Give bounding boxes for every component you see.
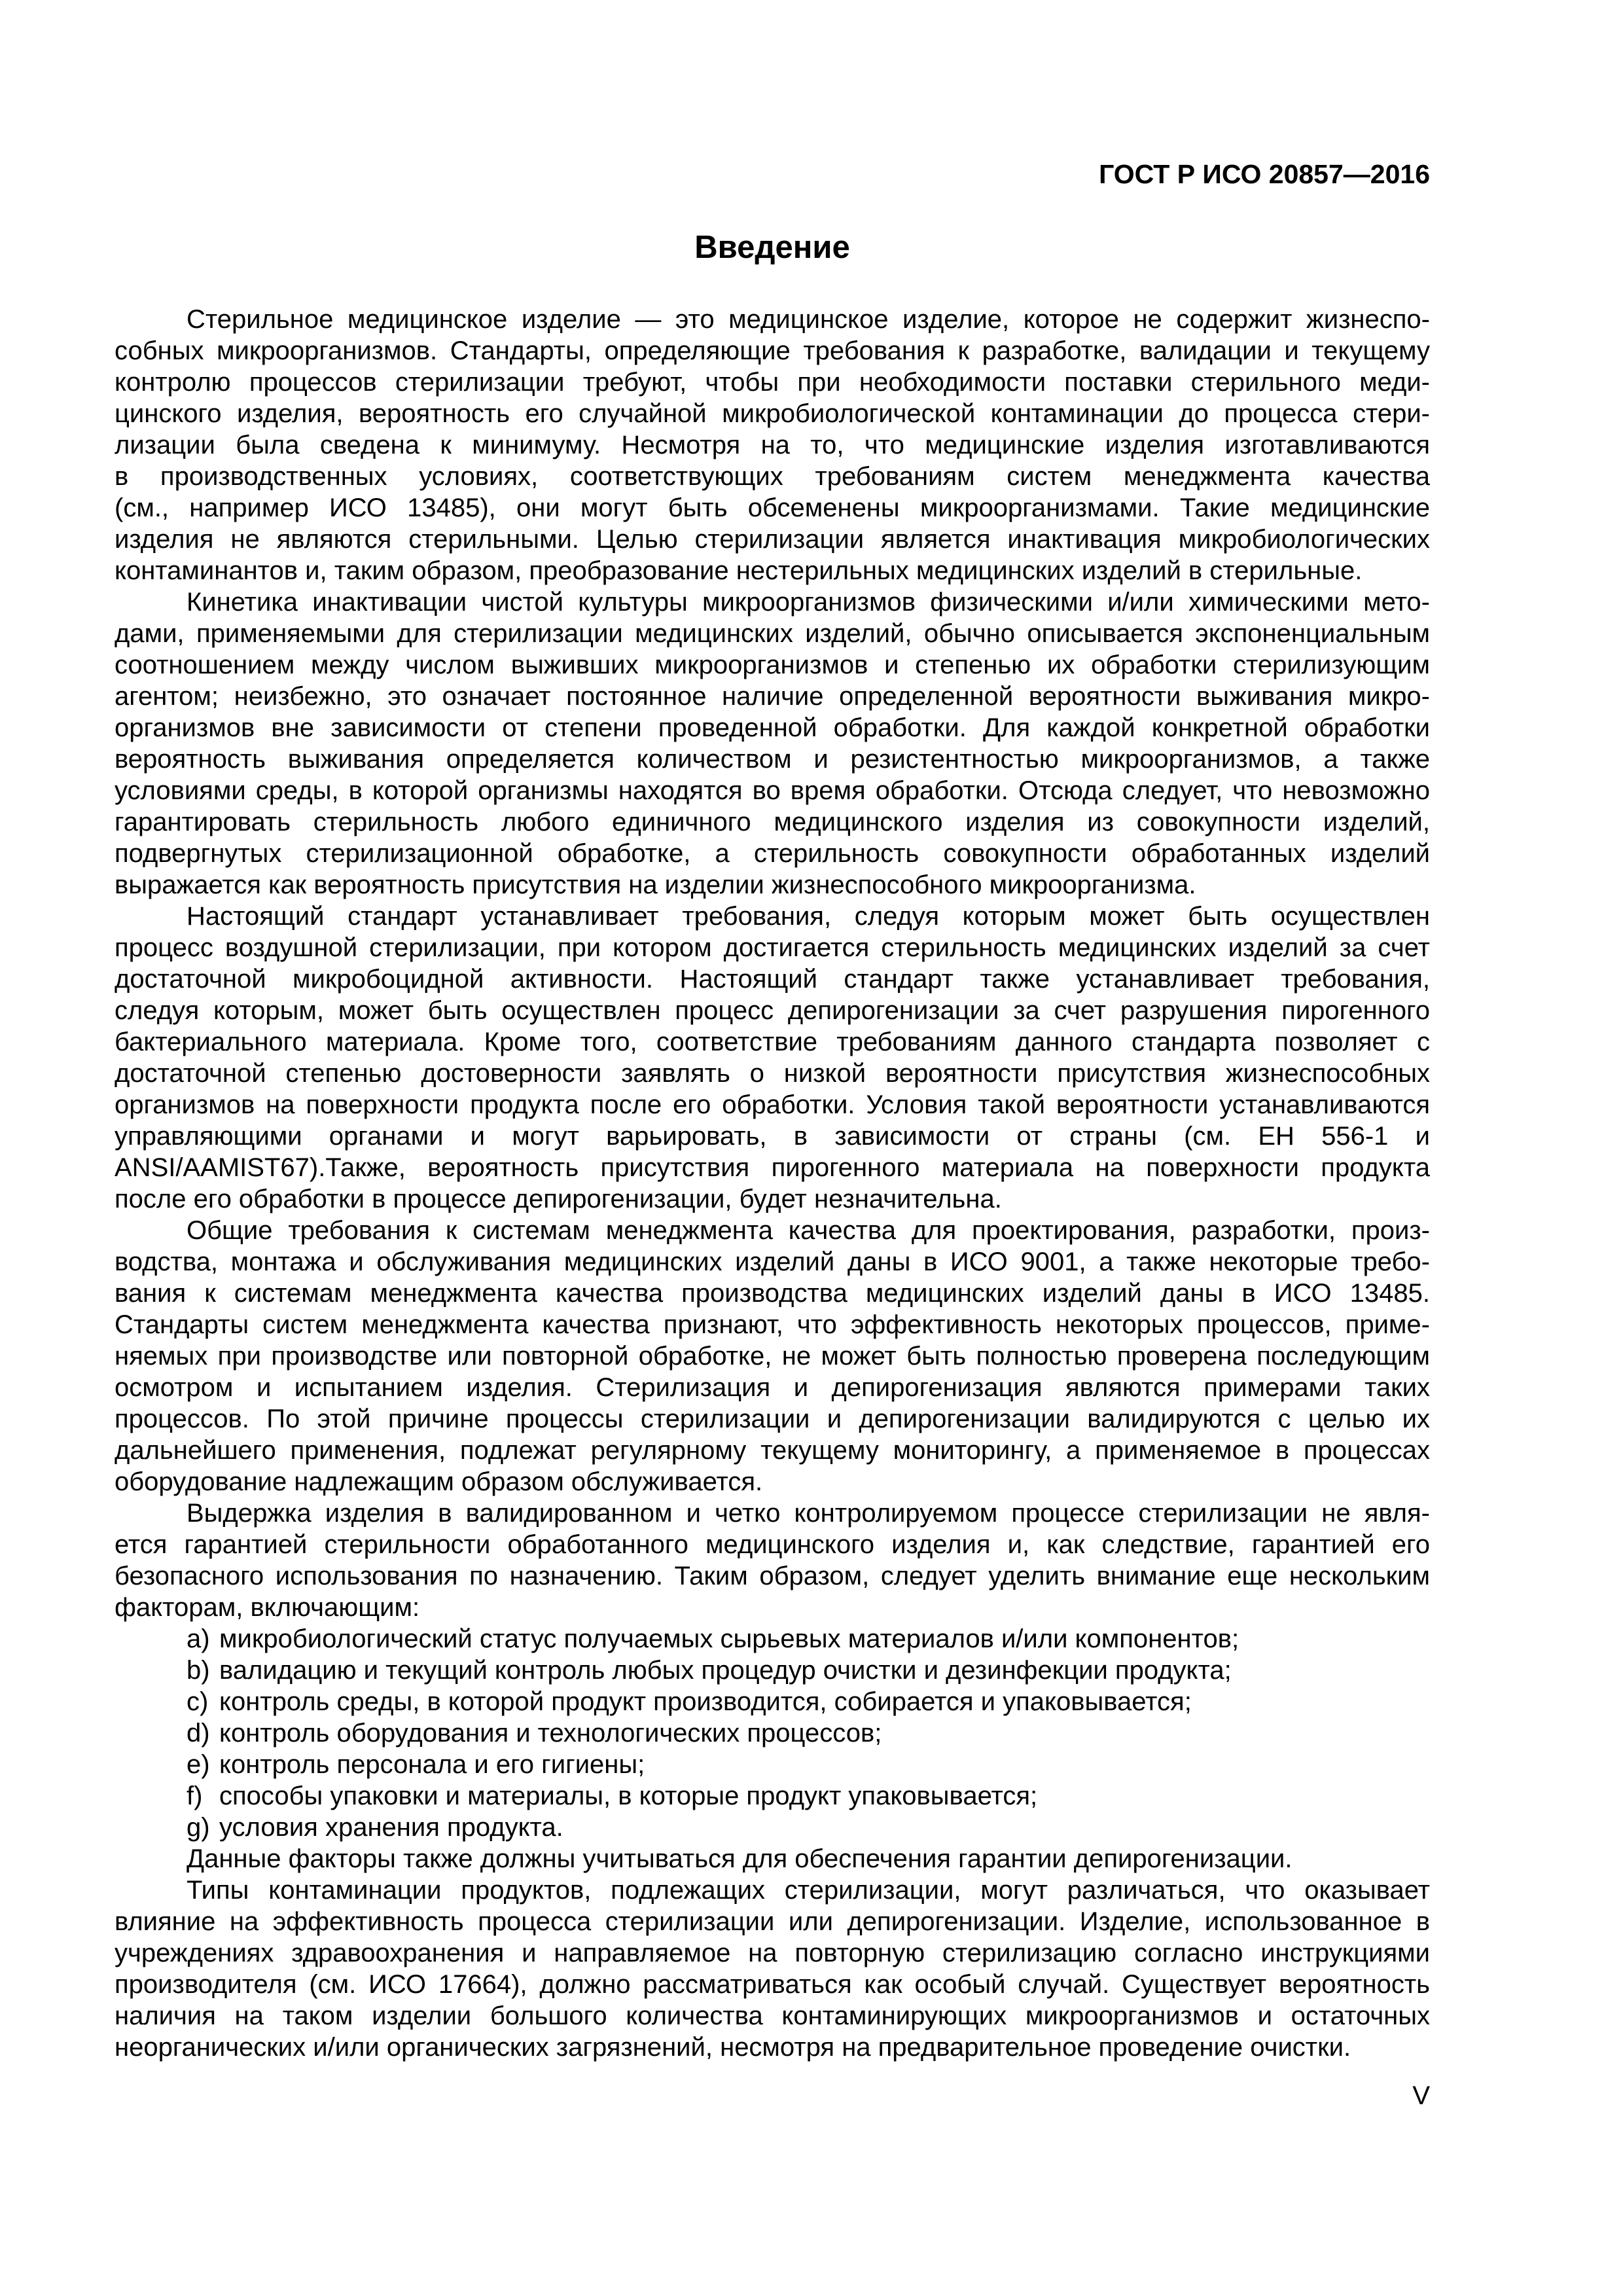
document-body	[115, 304, 1430, 2063]
text-line: ется гарантией стерильности обработанного медицинского изделия и, как следствие, гарантией его	[115, 1530, 1430, 1559]
text-line: агентом; неизбежно, это означает постоянное наличие определенной вероятности выживания микро-	[115, 682, 1430, 711]
text-line: вания к системам менеджмента качества производства медицинских изделий даны в ИСО 13485.	[115, 1279, 1430, 1308]
text-line: соотношением между числом выживших микроорганизмов и степенью их обработки стерилизующим	[115, 651, 1430, 679]
text-line: Общие требования к системам менеджмента качества для проектирования, разработки, произ-	[187, 1216, 1430, 1245]
list-item	[115, 1717, 1430, 1749]
text-line: вероятность выживания определяется количеством и резистентностью микроорганизмов, а также	[115, 745, 1430, 774]
list-item	[115, 1686, 1430, 1717]
text-line: осмотром и испытанием изделия. Стерилизация и депирогенизация являются примерами таких	[115, 1373, 1430, 1402]
list-item-text: валидацию и текущий контроль любых процедур очистки и дезинфекции продукта;	[219, 1656, 1232, 1685]
text-line: гарантировать стерильность любого единичного медицинского изделия из совокупности изделий,	[115, 808, 1430, 836]
text-line: наличия на таком изделии большого количества контаминирующих микроорганизмов и остаточных	[115, 2001, 1430, 2030]
page-number: V	[1412, 2081, 1430, 2110]
text-line: изделия не являются стерильными. Целью стерилизации является инактивация микробиологических	[115, 525, 1430, 554]
list-marker: c)	[187, 1687, 209, 1716]
text-line: контролю процессов стерилизации требуют, чтобы при необходимости поставки стерильного меди-	[115, 368, 1430, 397]
list-item	[115, 1655, 1430, 1686]
text-line: водства, монтажа и обслуживания медицинских изделий даны в ИСО 9001, а также некоторые требо-	[115, 1247, 1430, 1276]
list-marker: g)	[187, 1813, 210, 1842]
document-code: ГОСТ Р ИСО 20857—2016	[1099, 159, 1430, 189]
list-item-text: способы упаковки и материалы, в которые продукт упаковывается;	[219, 1782, 1038, 1810]
list-item-text: контроль персонала и его гигиены;	[219, 1750, 645, 1779]
text-line: учреждениях здравоохранения и направляемое на повторную стерилизацию согласно инструкциями	[115, 1939, 1430, 1967]
list-item	[115, 1812, 1430, 1843]
list-item	[115, 1749, 1430, 1780]
text-line: Настоящий стандарт устанавливает требования, следуя которым может быть осуществлен	[187, 902, 1430, 931]
text-line: факторам, включающим:	[115, 1593, 420, 1622]
text-line: собных микроорганизмов. Стандарты, определяющие требования к разработке, валидации и текущему	[115, 336, 1430, 365]
text-line: после его обработки в процессе депирогенизации, будет незначительна.	[115, 1185, 1002, 1213]
text-line: оборудование надлежащим образом обслуживается.	[115, 1467, 763, 1496]
text-line: лизации была сведена к минимуму. Несмотря на то, что медицинские изделия изготавливаются	[115, 431, 1430, 459]
list-marker: b)	[187, 1656, 210, 1685]
text-line: следуя которым, может быть осуществлен процесс депирогенизации за счет разрушения пирогенного	[115, 996, 1430, 1025]
section-title: Введение	[694, 230, 850, 265]
list-item	[115, 1623, 1430, 1655]
text-line: в производственных условиях, соответствующих требованиям систем менеджмента качества	[115, 462, 1430, 491]
list-marker: e)	[187, 1750, 210, 1779]
text-line: Выдержка изделия в валидированном и четко контролируемом процессе стерилизации не явля-	[187, 1499, 1430, 1528]
text-line: (см., например ИСО 13485), они могут быть обсеменены микроорганизмами. Такие медицинские	[115, 493, 1430, 522]
text-line: цинского изделия, вероятность его случайной микробиологической контаминации до процесса стери-	[115, 399, 1430, 428]
list-item-text: условия хранения продукта.	[219, 1813, 563, 1842]
text-line: влияние на эффективность процесса стерилизации или депирогенизации. Изделие, использованное в	[115, 1907, 1430, 1936]
text-line: дальнейшего применения, подлежат регулярному текущему мониторингу, а применяемое в процессах	[115, 1436, 1430, 1465]
text-line: Стандарты систем менеджмента качества признают, что эффективность некоторых процессов, приме-	[115, 1310, 1430, 1339]
text-line: Кинетика инактивации чистой культуры микроорганизмов физическими и/или химическими мето-	[187, 588, 1430, 617]
text-line: выражается как вероятность присутствия на изделии жизнеспособного микроорганизма.	[115, 870, 1196, 899]
text-line: Типы контаминации продуктов, подлежащих стерилизации, могут различаться, что оказывает	[187, 1876, 1430, 1905]
text-line: управляющими органами и могут варьировать, в зависимости от страны (см. ЕН 556-1 и	[115, 1122, 1430, 1151]
list-item-text: контроль среды, в которой продукт производится, собирается и упаковывается;	[219, 1687, 1192, 1716]
text-line: неорганических и/или органических загрязнений, несмотря на предварительное проведение очистки.	[115, 2033, 1351, 2062]
text-line: дами, применяемыми для стерилизации медицинских изделий, обычно описывается экспоненциальным	[115, 619, 1430, 648]
text-line: няемых при производстве или повторной обработке, не может быть полностью проверена последующим	[115, 1342, 1430, 1371]
list-item-text: микробиологический статус получаемых сырьевых материалов и/или компонентов;	[219, 1624, 1240, 1653]
text-line: контаминантов и, таким образом, преобразование нестерильных медицинских изделий в стерильные.	[115, 556, 1363, 585]
text-line: подвергнутых стерилизационной обработке, а стерильность совокупности обработанных изделий	[115, 839, 1430, 868]
text-line: условиями среды, в которой организмы находятся во время обработки. Отсюда следует, что невозможно	[115, 776, 1430, 805]
list-item	[115, 1780, 1430, 1812]
text-line: Стерильное медицинское изделие — это медицинское изделие, которое не содержит жизнеспо-	[187, 305, 1430, 334]
text-line: процессов. По этой причине процессы стерилизации и депирогенизации валидируются с целью их	[115, 1405, 1430, 1433]
text-line: процесс воздушной стерилизации, при котором достигается стерильность медицинских изделий за счет	[115, 933, 1430, 962]
text-line: ANSI/AAMIST67).Также, вероятность присутствия пирогенного материала на поверхности продукта	[115, 1153, 1430, 1182]
text-line: производителя (см. ИСО 17664), должно рассматриваться как особый случай. Существует вероятность	[115, 1970, 1430, 1999]
text-line: бактериального материала. Кроме того, соответствие требованиям данного стандарта позволяет с	[115, 1028, 1430, 1056]
text-line: Данные факторы также должны учитываться для обеспечения гарантии депирогенизации.	[187, 1844, 1293, 1873]
list-marker: d)	[187, 1719, 210, 1748]
text-line: организмов на поверхности продукта после его обработки. Условия такой вероятности устанавливаются	[115, 1090, 1430, 1119]
text-line: достаточной степенью достоверности заявлять о низкой вероятности присутствия жизнеспособных	[115, 1059, 1430, 1088]
list-marker: f)	[187, 1782, 203, 1810]
text-line: организмов вне зависимости от степени проведенной обработки. Для каждой конкретной обработки	[115, 713, 1430, 742]
text-line: достаточной микробоцидной активности. Настоящий стандарт также устанавливает требования,	[115, 965, 1430, 994]
text-line: безопасного использования по назначению. Таким образом, следует уделить внимание еще нескольким	[115, 1562, 1430, 1590]
list-item-text: контроль оборудования и технологических процессов;	[219, 1719, 882, 1748]
list-marker: a)	[187, 1624, 210, 1653]
